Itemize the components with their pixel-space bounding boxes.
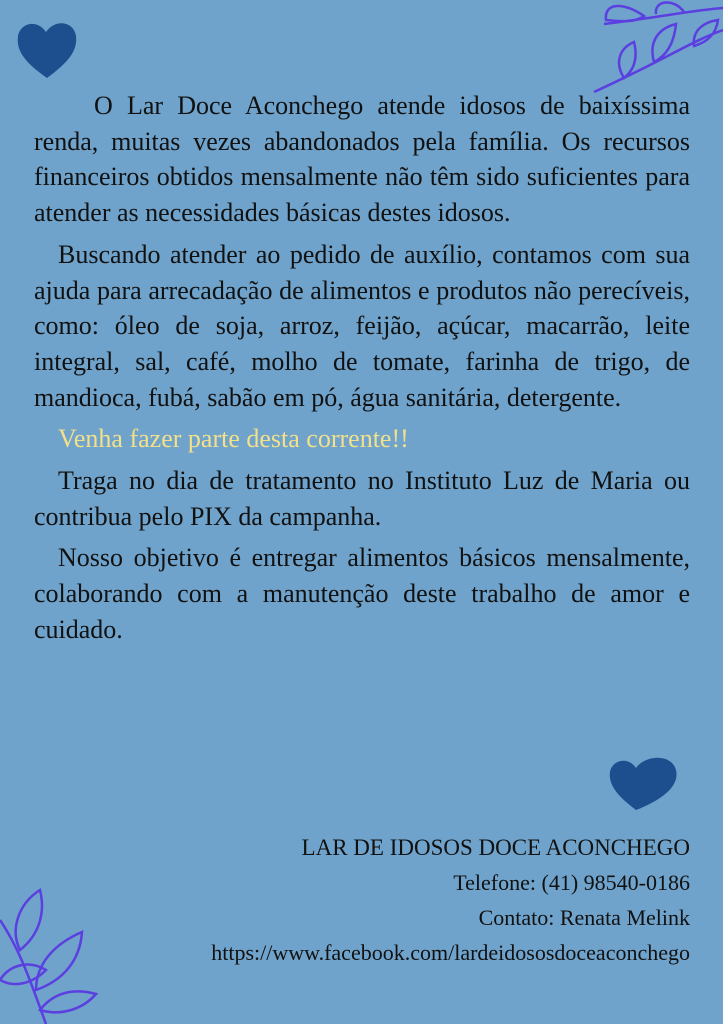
leaf-branch-icon (584, 0, 723, 100)
website-link[interactable]: https://www.facebook.com/lardeidososdoceaconchego (211, 940, 690, 965)
heart-icon (14, 18, 80, 80)
contact-person: Contato: Renata Melink (478, 905, 690, 930)
phone-number: Telefone: (41) 98540-0186 (453, 870, 690, 895)
organization-name: LAR DE IDOSOS DOCE ACONCHEGO (301, 835, 690, 860)
paragraph-call-to-action: Venha fazer parte desta corrente!! (58, 424, 409, 454)
main-text (34, 88, 690, 654)
contact-footer (34, 830, 690, 970)
paragraph-request: Buscando atender ao pedido de auxílio, contamos com sua ajuda para arrecadação de alimentos e produtos não perecíveis, como: óleo de soja, arroz, feijão, açúcar, macarrão, leite integral, sal, café, molho de tomate, farinha de trigo, de mandioca, fubá, sabão em pó, água sanitária, detergente. (34, 239, 690, 412)
paragraph-objective: Nosso objetivo é entregar alimentos básicos mensalmente, colaborando com a manutenção deste trabalho de amor e cuidado. (34, 543, 690, 644)
paragraph-intro: O Lar Doce Aconchego atende idosos de baixíssima renda, muitas vezes abandonados pela família. Os recursos financeiros obtidos mensalmente não têm sido suficientes para atender as necessidades básicas destes idosos. (34, 91, 690, 228)
heart-icon (606, 752, 680, 812)
paragraph-how-to-help: Traga no dia de tratamento no Instituto Luz de Maria ou contribua pelo PIX da campanha. (34, 466, 690, 531)
